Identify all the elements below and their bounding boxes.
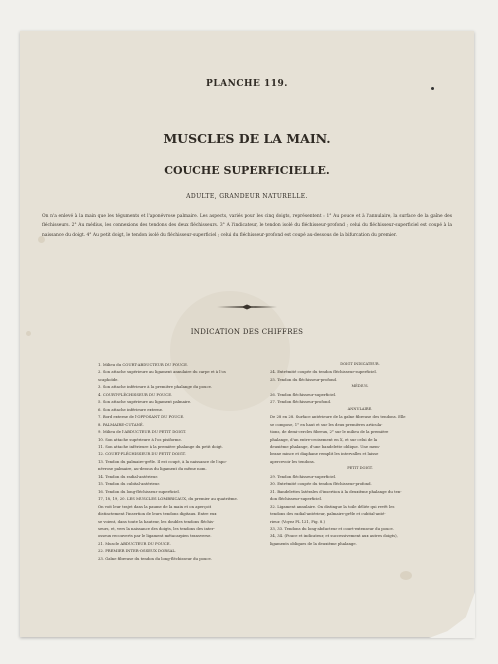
legend-entry: phalange, d'un entre-croisement en X, et sur celui de la [270,436,378,442]
legend-entry: 10. Son attache supérieure à l'os pisiforme. [98,436,182,442]
legend-entry: 8. PALMAIRE-CUTANÉ. [98,421,144,427]
legend-entry: 21. Muscle ABDUCTEUR DU POUCE. [98,540,171,546]
legend-entry: rieur. (Voyez PL 121, Fig. 8.) [270,518,326,524]
legend-entry: tions, de demi-cercles fibreux, 2° sur le milieu de la première [270,429,389,435]
legend-section-heading: MÉDIUS. [351,384,369,389]
legend-entry: 4. COURT-FLÉCHISSEUR DU POUCE. [98,391,173,397]
legend-entry: 17, 18, 19, 20. LES MUSCLES LOMBRICAUX, du premier au quatrième. [98,496,238,502]
legend-entry: osseux recouverts par le ligament métacarpien transverse. [98,533,212,539]
legend-entry: se voient, dans toute la hauteur, les doubles tendons fléchis- [98,518,215,524]
paper-sheet [20,31,474,637]
legend-entry: 27. Tendon fléchisseur-profond. [270,399,332,405]
legend-entry: névrose palmaire, au-dessus du ligament du même nom. [98,466,207,472]
legend-entry: deuxième phalange, d'une bandelette oblique. Une mem- [270,443,381,449]
legend-entry: 31. Bandelettes latérales d'insertion à la deuxième phalange du ten- [270,488,402,494]
legend-entry: 33, 33. Tendons du long-abducteur et court-extenseur du pouce. [270,525,394,531]
legend-entry: 7. Bord externe de l'OPPOSANT DU POUCE. [98,414,185,420]
legend-entry: 34, 34. (Pouce et indicateur, et successivement aux autres doigts), [270,533,398,539]
legend-entry: brane mince et diaphane remplit les intervalles et laisse [270,451,379,457]
legend-entry: 16. Tendon du long-fléchisseur superficiel. [98,488,180,494]
legend-entry: tendons des radial-antérieur, palmaire-grêle et cubital-anté- [270,511,386,517]
intro-paragraph: On n'a enlevé à la main que les téguments et l'aponévrose palmaire. Les aspects, variés pour les cinq doigts, représentent : 1° Au pouce et à l'annulaire, la surface de la gaîne des fléchisseurs. 2° Au médius, les connexions des tendons des deux fléchisseurs. 3° A l'indicateur, le tendon isolé du fléchisseur-profond ; celui du fléchisseur-superficiel est coupé à la naissance du doigt. 4° Au petit doigt, le tendon isolé du fléchisseur-superficiel ; celui du fléchisseur-profond est coupé au-dessous de la bifurcation du premier. [42,214,452,238]
page-subtitle: COUCHE SUPERFICIELLE. [164,164,330,177]
legend-section-heading: DOIGT INDICATEUR. [340,362,380,366]
legend-section-heading: PETIT DOIGT. [347,466,373,471]
fox-spot [400,571,412,580]
legend-entry: 12. COURT-FLÉCHISSEUR DU PETIT DOIGT. [98,451,186,457]
legend-entry: 32. Ligament annulaire. On distingue la toile déliée qui revêt les [270,503,395,509]
legend-entry: scaphoïde. [98,376,119,382]
legend-entry: 14. Tendon du radial-antérieur. [98,473,158,479]
legend-entry: ligaments obliques de la deuxième phalange. [270,540,357,546]
legend-entry: seurs, et, vers la naissance des doigts, les tendons des inter- [98,525,215,531]
legend-entry: 26. Tendon fléchisseur-superficiel. [270,391,337,397]
legend-entry: 25. Tendon du fléchisseur-profond. [270,376,338,382]
legend-entry: 30. Extrémité coupée du tendon fléchisseur-profond. [270,481,372,487]
legend-entry: 5. Son attache supérieure au ligament palmaire. [98,399,192,405]
legend-entry: 6. Son attache inférieure externe. [98,406,164,412]
legend-heading: INDICATION DES CHIFFRES [190,328,304,336]
legend-entry: On voit leur trajet dans la paume de la main et on aperçoit [98,503,212,509]
legend-entry: 22. PREMIER INTER-OSSEUX DORSAL. [98,548,177,554]
legend-entry: 2. Son attache supérieure au ligament annulaire du carpe et à l'os [98,369,226,375]
legend-entry: 3. Son attache inférieure à la première phalange du pouce. [98,384,213,390]
legend-left-column [98,361,268,562]
legend-entry: 1. Milieu du COURT-ABDUCTEUR DU POUCE. [98,362,189,367]
legend-entry: 9. Milieu de l'ABDUCTEUR DU PETIT DOIGT. [98,429,187,435]
scale-note: ADULTE, GRANDEUR NATURELLE. [186,193,308,200]
legend-entry: apercevoir les tendons. [270,458,315,464]
legend-entry: 11. Son attache inférieure à la première phalange du petit doigt. [98,443,223,449]
legend-right-column [270,361,450,547]
legend-entry: 13. Tendon du palmaire-grêle. Il est coupé, à la naissance de l'apo- [98,458,227,464]
ornamental-rule [217,304,277,310]
legend-entry: 15. Tendon du cubital-antérieur. [98,481,160,487]
legend-entry: De 28 en 28. Surface antérieure de la gaîne fibreuse des tendons. Elle [270,414,406,420]
legend-entry: 23. Gaîne fibreuse du tendon du long-fléchisseur du pouce. [98,555,212,561]
legend-section-heading: ANNULAIRE. [347,406,373,411]
page-title: MUSCLES DE LA MAIN. [163,131,331,146]
plate-number: PLANCHE 119. [206,79,288,89]
legend-entry: 24. Extrémité coupée du tendon fléchisseur-superficiel. [270,369,377,375]
legend-entry: don fléchisseur-superficiel. [270,496,323,502]
torn-corner [429,592,475,638]
legend-entry: 29. Tendon fléchisseur-superficiel. [270,473,337,479]
legend-entry: se compose, 1° en haut et sur les deux premières articula- [270,421,383,427]
legend-entry: distinctement l'insertion de leurs tendons digitaux. Entre eux [98,511,217,517]
